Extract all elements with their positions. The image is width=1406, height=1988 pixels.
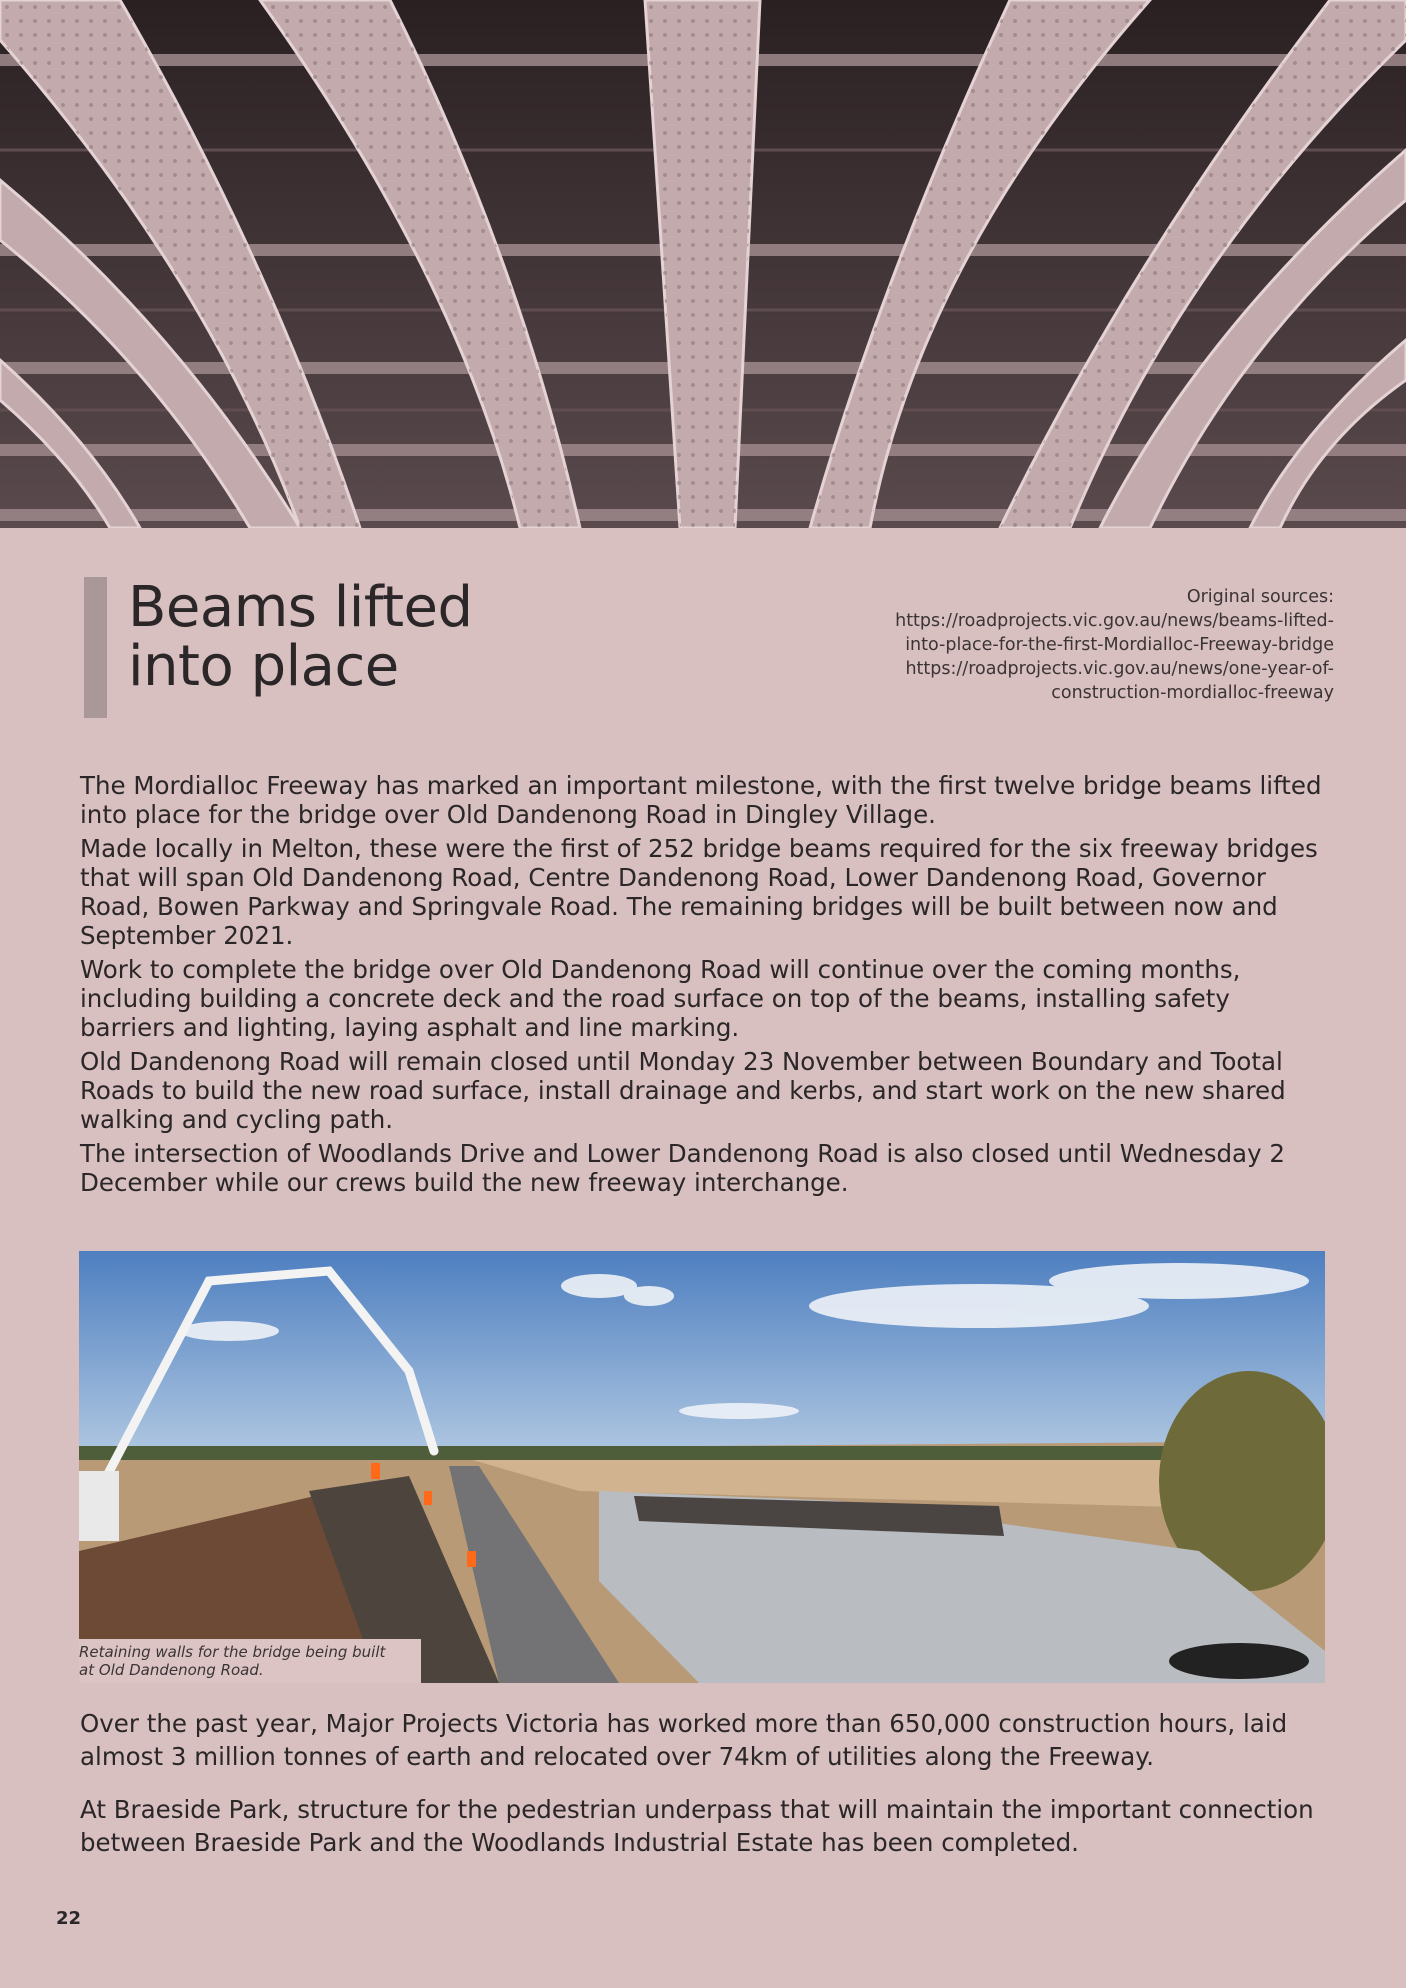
construction-site-photo — [79, 1251, 1325, 1683]
photo-caption — [79, 1639, 421, 1683]
title-accent-bar — [84, 577, 107, 718]
hero-bridge-girders-photo — [0, 0, 1406, 528]
closing-paragraph-2: At Braeside Park, structure for the pedestrian underpass that will maintain the important connection between Braeside Park and the Woodlands Industrial Estate has been completed. — [80, 1795, 1314, 1857]
page-title — [128, 575, 688, 699]
source-link-2-part-2[interactable]: construction-mordialloc-freeway — [1051, 683, 1334, 703]
paragraph-4: Old Dandenong Road will remain closed until Monday 23 November between Boundary and Tootal Roads to build the new road surface, install drainage and kerbs, and start work on the new shared walking and cycling path. — [80, 1047, 1286, 1134]
photo-caption-line-1: Retaining walls for the bridge being built — [79, 1643, 386, 1661]
page-title-line-2: into place — [128, 634, 399, 699]
paragraph-3: Work to complete the bridge over Old Dandenong Road will continue over the coming months, including building a concrete deck and the road surface on top of the beams, installing safety barriers and lighting, laying asphalt and line marking. — [80, 955, 1241, 1042]
paragraph-2: Made locally in Melton, these were the first of 252 bridge beams required for the six freeway bridges that will span Old Dandenong Road, Centre Dandenong Road, Lower Dandenong Road, Governor Road, Bowen Parkway and Springvale Road. The remaining bridges will be built between now and September 2021. — [80, 834, 1318, 950]
paragraph-5: The intersection of Woodlands Drive and Lower Dandenong Road is also closed until Wednesday 2 December while our crews build the new freeway interchange. — [80, 1139, 1285, 1197]
page-title-line-1: Beams lifted — [128, 575, 473, 640]
source-link-1-part-1[interactable]: https://roadprojects.vic.gov.au/news/beams-lifted- — [895, 611, 1334, 631]
sources-label: Original sources: — [1186, 587, 1334, 607]
paragraph-1: The Mordialloc Freeway has marked an important milestone, with the first twelve bridge beams lifted into place for the bridge over Old Dandenong Road in Dingley Village. — [80, 771, 1322, 829]
source-link-1-part-2[interactable]: into-place-for-the-first-Mordialloc-Freeway-bridge — [905, 635, 1334, 655]
photo-caption-line-2: at Old Dandenong Road. — [79, 1661, 264, 1679]
closing-text — [80, 1707, 1325, 1879]
source-link-2-part-1[interactable]: https://roadprojects.vic.gov.au/news/one-year-of- — [905, 659, 1334, 679]
page-number: 22 — [56, 1908, 82, 1929]
article-body — [80, 771, 1325, 1202]
original-sources — [774, 585, 1334, 705]
closing-paragraph-1: Over the past year, Major Projects Victoria has worked more than 650,000 construction hours, laid almost 3 million tonnes of earth and relocated over 74km of utilities along the Freeway. — [80, 1709, 1288, 1771]
